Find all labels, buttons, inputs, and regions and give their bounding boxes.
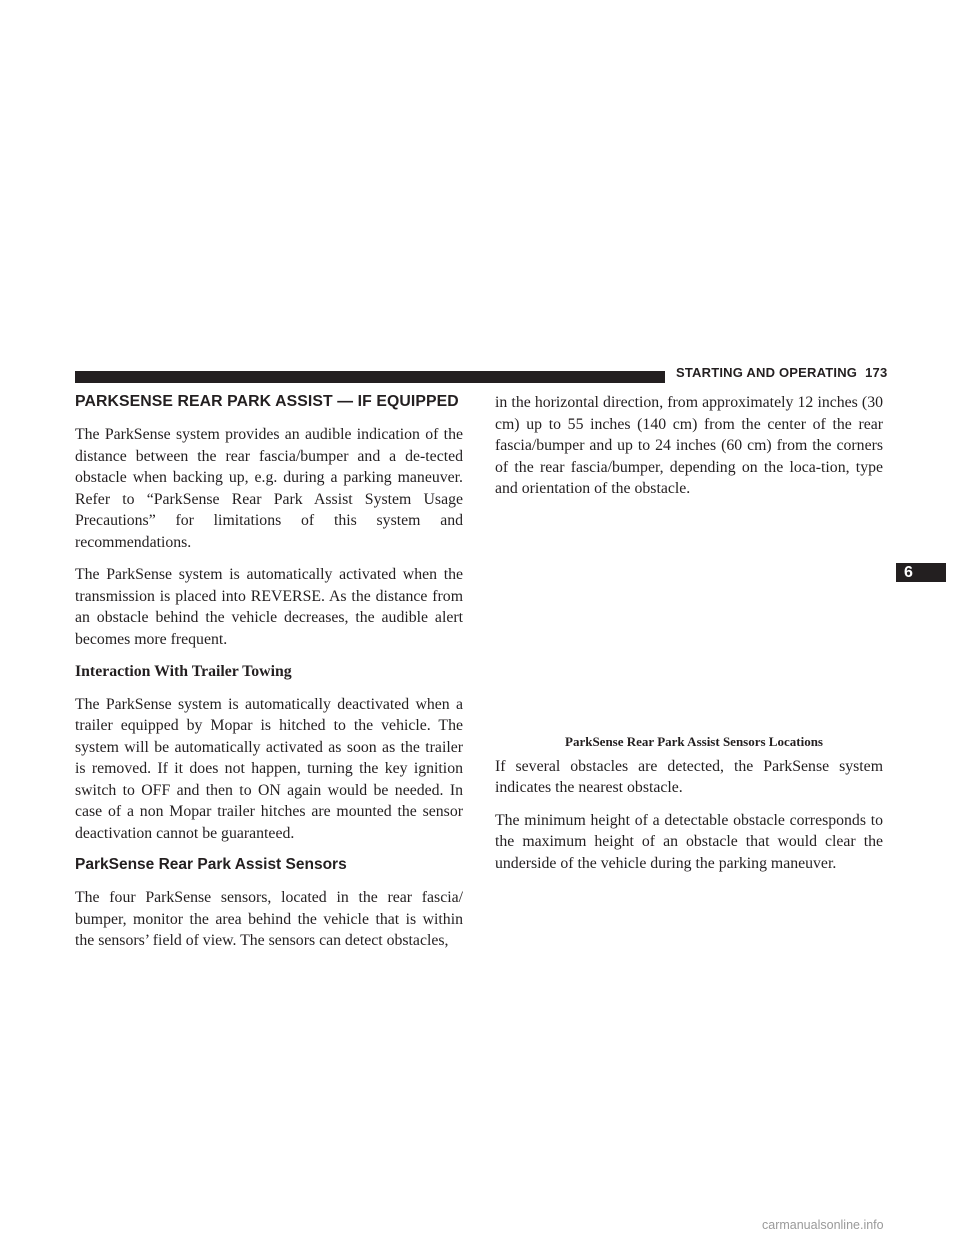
- section-title: PARKSENSE REAR PARK ASSIST — IF EQUIPPED: [75, 393, 459, 410]
- subheading-sensors: ParkSense Rear Park Assist Sensors: [75, 856, 347, 873]
- chapter-tab: [896, 563, 946, 582]
- header-section-title: STARTING AND OPERATING: [676, 365, 858, 380]
- watermark: carmanualsonline.info: [762, 1218, 884, 1232]
- running-header: [676, 365, 887, 380]
- sensor-locations-figure: [495, 512, 883, 734]
- chapter-number: 6: [904, 564, 913, 581]
- paragraph-trailer: The ParkSense system is automatically deactivated when a trailer equipped by Mopar is hitched to the vehicle. The system will be automatically activated as soon as the trailer is removed. If it does not happen, turning the key ignition switch to OFF and then to ON again would be needed. In case of a non Mopar trailer hitches are mounted the sensor deactivation cannot be guaranteed.: [75, 695, 463, 842]
- subheading-trailer-towing: Interaction With Trailer Towing: [75, 663, 292, 680]
- paragraph-sensors: The four ParkSense sensors, located in the rear fascia/ bumper, monitor the area behind the vehicle that is within the sensors’ field of view. The sensors can detect obstacles,: [75, 889, 463, 949]
- paragraph-multiple-obstacles: If several obstacles are detected, the ParkSense system indicates the nearest obstacle.: [495, 757, 883, 796]
- paragraph-overview: The ParkSense system provides an audible indication of the distance between the rear fascia/bumper and a de-tected obstacle when backing up, e.g. during a parking maneuver. Refer to “ParkSense Rear Park Assist System Usage Precautions” for limitations of this system and recommendations.: [75, 426, 463, 551]
- paragraph-detection-range: in the horizontal direction, from approximately 12 inches (30 cm) up to 55 inches (140 cm) from the center of the rear fascia/bumper and up to 24 inches (60 cm) from the corners of the rear fascia/bumper, depending on the loca-tion, type and orientation of the obstacle.: [495, 394, 883, 497]
- left-column: [75, 392, 463, 963]
- page-number: 173: [865, 365, 888, 380]
- right-column: [495, 392, 883, 885]
- paragraph-activation: The ParkSense system is automatically activated when the transmission is placed into REVERSE. As the distance from an obstacle behind the vehicle decreases, the audible alert becomes more frequent.: [75, 566, 463, 648]
- figure-caption: ParkSense Rear Park Assist Sensors Locations: [565, 733, 823, 749]
- paragraph-minimum-height: The minimum height of a detectable obstacle corresponds to the maximum height of an obstacle that would clear the underside of the vehicle during the parking maneuver.: [495, 811, 883, 872]
- header-rule: [75, 371, 665, 383]
